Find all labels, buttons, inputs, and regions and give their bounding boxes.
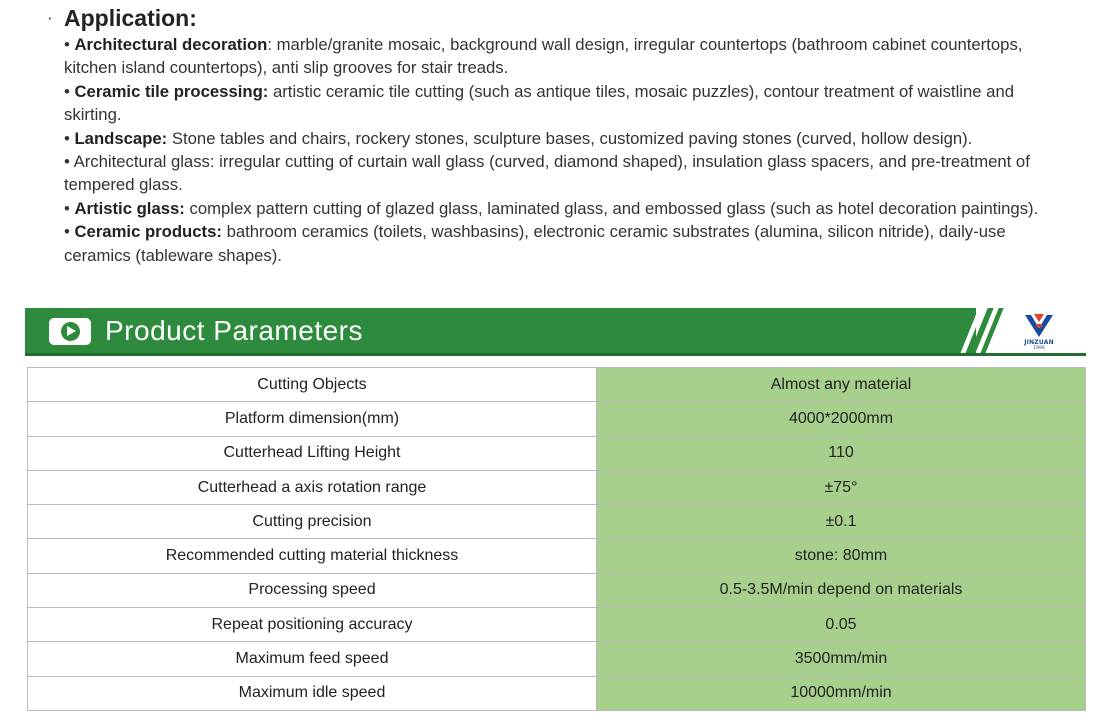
play-icon	[49, 318, 91, 345]
application-item: • Landscape: Stone tables and chairs, rockery stones, sculpture bases, customized paving stones (curved, hollow design).	[64, 128, 973, 148]
application-item: • Ceramic products: bathroom ceramics (toilets, washbasins), electronic ceramic substrates (alumina, silicon nitride), daily-use ceramics (tableware shapes).	[64, 222, 1006, 265]
table-row	[28, 608, 1086, 642]
application-item: • Architectural glass: irregular cutting of curtain wall glass (curved, diamond shaped), insulation glass spacers, and pre-treatment of tempered glass.	[64, 152, 1030, 195]
parameter-value: 10000mm/min	[597, 676, 1086, 710]
application-item-text: Architectural glass: irregular cutting of curtain wall glass (curved, diamond shaped), insulation glass spacers, and pre-treatment of tempered glass.	[64, 152, 1030, 195]
application-item-text: artistic ceramic tile cutting (such as antique tiles, mosaic puzzles), contour treatment of waistline and skirting.	[64, 81, 1015, 125]
parameter-name: Cutting precision	[28, 505, 597, 539]
application-item-label: Architectural decoration	[74, 35, 268, 54]
parameter-name: Recommended cutting material thickness	[28, 539, 597, 573]
table-row	[28, 573, 1086, 607]
application-item-text: Stone tables and chairs, rockery stones, sculpture bases, customized paving stones (curved, hollow design).	[167, 128, 973, 148]
parameter-value: stone: 80mm	[597, 539, 1086, 573]
application-heading: Application:	[64, 5, 197, 31]
parameters-table	[27, 367, 1086, 711]
parameter-name: Repeat positioning accuracy	[28, 608, 597, 642]
table-row	[28, 539, 1086, 573]
parameter-value: 3500mm/min	[597, 642, 1086, 676]
parameter-name: Cutting Objects	[28, 368, 597, 402]
parameter-value: Almost any material	[597, 368, 1086, 402]
application-item: • Artistic glass: complex pattern cutting of glazed glass, laminated glass, and embossed glass (such as hotel decoration paintings).	[64, 198, 1039, 218]
parameter-value: 0.05	[597, 608, 1086, 642]
table-row	[28, 676, 1086, 710]
table-row	[28, 470, 1086, 504]
table-row	[28, 402, 1086, 436]
table-row	[28, 436, 1086, 470]
product-parameters-banner	[25, 308, 1086, 356]
application-item-label: Ceramic products:	[74, 222, 222, 242]
heading-bullet: ·	[47, 8, 53, 27]
application-item: • Architectural decoration: marble/granite mosaic, background wall design, irregular countertops (bathroom cabinet countertops, kitchen island countertops), anti slip grooves for stair treads.	[64, 35, 1023, 78]
parameter-name: Cutterhead a axis rotation range	[28, 470, 597, 504]
parameter-name: Cutterhead Lifting Height	[28, 436, 597, 470]
table-row	[28, 368, 1086, 402]
parameter-value: 0.5-3.5M/min depend on materials	[597, 573, 1086, 607]
application-item: • Ceramic tile processing: artistic ceramic tile cutting (such as antique tiles, mosaic puzzles), contour treatment of waistline and skirting.	[64, 81, 1015, 125]
parameter-value: 4000*2000mm	[597, 402, 1086, 436]
application-item-label: Ceramic tile processing:	[74, 81, 269, 101]
logo-text: JINZUAN	[1024, 339, 1054, 346]
application-item-label: Landscape:	[74, 128, 168, 148]
parameter-name: Maximum feed speed	[28, 642, 597, 676]
application-list	[64, 33, 1064, 267]
logo-mark-icon	[1016, 312, 1062, 340]
application-item-text: bathroom ceramics (toilets, washbasins), electronic ceramic substrates (alumina, silicon nitride), daily-use ceramics (tableware shapes).	[64, 222, 1006, 265]
parameter-value: 110	[597, 436, 1086, 470]
banner-title: Product Parameters	[105, 315, 363, 346]
parameter-name: Processing speed	[28, 573, 597, 607]
company-logo	[1016, 312, 1062, 352]
table-row	[28, 505, 1086, 539]
parameter-name: Platform dimension(mm)	[28, 402, 597, 436]
table-row	[28, 642, 1086, 676]
parameter-name: Maximum idle speed	[28, 676, 597, 710]
application-item-text: : marble/granite mosaic, background wall design, irregular countertops (bathroom cabinet countertops, kitchen island countertops), anti slip grooves for stair treads.	[64, 35, 1023, 78]
logo-subtext: 1996	[1033, 346, 1045, 351]
parameter-value: ±75°	[597, 470, 1086, 504]
banner-underline	[25, 353, 1086, 356]
application-item-text: complex pattern cutting of glazed glass, laminated glass, and embossed glass (such as hotel decoration paintings).	[184, 198, 1039, 218]
parameter-value: ±0.1	[597, 505, 1086, 539]
application-item-label: Artistic glass:	[74, 198, 185, 218]
